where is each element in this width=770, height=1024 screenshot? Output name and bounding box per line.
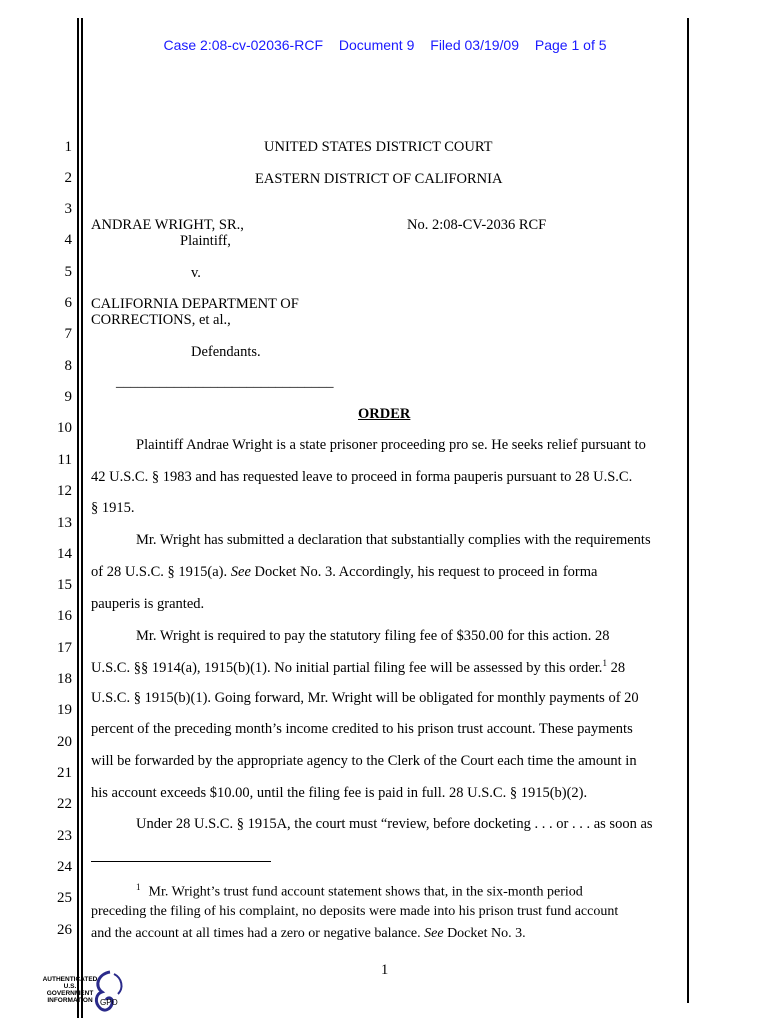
line-number: 6	[64, 295, 72, 311]
plaintiff-name: ANDRAE WRIGHT, SR.,	[91, 217, 244, 233]
footnote-line	[91, 926, 526, 942]
citation-signal: See	[230, 564, 251, 580]
body-text: 28	[606, 659, 626, 676]
body-line: Under 28 U.S.C. § 1915A, the court must “review, before docketing . . . or . . . as soon as	[136, 816, 653, 832]
gpo-authentication-seal	[40, 968, 130, 1014]
line-number: 25	[57, 890, 72, 906]
document-number: Document 9	[338, 37, 415, 53]
defendant-name-line2: CORRECTIONS, et al.,	[91, 312, 231, 328]
body-text: U.S.C. §§ 1914(a), 1915(b)(1). No initial partial filing fee will be assessed by this order.	[91, 659, 603, 676]
footnote-text: Docket No. 3.	[443, 926, 526, 941]
body-line: his account exceeds $10.00, until the filing fee is paid in full. 28 U.S.C. § 1915(b)(2).	[91, 785, 588, 801]
line-number: 10	[57, 420, 72, 436]
versus: v.	[191, 265, 201, 281]
body-line	[91, 658, 625, 677]
case-docket-number: No. 2:08-CV-2036 RCF	[407, 217, 547, 233]
page-count: Page 1 of 5	[534, 37, 607, 53]
body-line: 42 U.S.C. § 1983 and has requested leave to proceed in forma pauperis pursuant to 28 U.S.C.	[91, 469, 633, 485]
line-number: 16	[57, 608, 72, 624]
line-number: 2	[64, 170, 72, 186]
line-number: 12	[57, 483, 72, 499]
line-number: 13	[57, 515, 72, 531]
footnote-line	[91, 882, 583, 901]
body-text: of 28 U.S.C. § 1915(a).	[91, 564, 231, 580]
plaintiff-role: Plaintiff,	[180, 233, 231, 249]
line-number: 20	[57, 734, 72, 750]
body-line: pauperis is granted.	[91, 596, 205, 612]
body-line	[91, 564, 597, 581]
line-number: 22	[57, 796, 72, 812]
right-margin-rule	[687, 18, 689, 1003]
body-text: Docket No. 3. Accordingly, his request to proceed in forma	[250, 564, 598, 580]
left-margin-rule-inner	[81, 18, 83, 1018]
citation-signal: See	[424, 926, 444, 941]
body-line: Mr. Wright is required to pay the statutory filing fee of $350.00 for this action. 28	[136, 628, 610, 644]
body-line: U.S.C. § 1915(b)(1). Going forward, Mr. Wright will be obligated for monthly payments of 20	[91, 690, 639, 706]
line-number: 23	[57, 828, 72, 844]
line-number: 17	[57, 640, 72, 656]
line-number: 26	[57, 922, 72, 938]
seal-text-line: INFORMATION	[47, 997, 93, 1004]
body-line: percent of the preceding month’s income credited to his prison trust account. These payments	[91, 721, 633, 737]
footnote-text: Mr. Wright’s trust fund account statement shows that, in the six-month period	[148, 884, 583, 900]
footnote-reference: 1	[602, 658, 607, 668]
line-number: 18	[57, 671, 72, 687]
line-number: 15	[57, 577, 72, 593]
line-number: 3	[64, 201, 72, 217]
defendant-role: Defendants.	[191, 344, 261, 360]
order-title: ORDER	[358, 406, 411, 422]
seal-text-line: AUTHENTICATED	[42, 976, 98, 983]
line-number: 21	[57, 765, 72, 781]
footnote-separator	[91, 861, 271, 862]
defendant-name-line1: CALIFORNIA DEPARTMENT OF	[91, 296, 299, 312]
line-number: 7	[64, 326, 72, 342]
left-margin-rule-outer	[77, 18, 79, 1018]
line-number: 4	[64, 232, 72, 248]
line-number: 8	[64, 358, 72, 374]
body-line: § 1915.	[91, 500, 135, 516]
line-number: 9	[64, 389, 72, 405]
seal-text	[40, 976, 100, 1004]
page-number: 1	[381, 962, 389, 978]
footnote-mark: 1	[136, 882, 141, 892]
line-number: 11	[57, 452, 72, 468]
line-number: 19	[57, 702, 72, 718]
court-name: UNITED STATES DISTRICT COURT	[264, 139, 493, 155]
case-header	[0, 37, 770, 53]
body-line: Plaintiff Andrae Wright is a state prisoner proceeding pro se. He seeks relief pursuant to	[136, 437, 646, 453]
case-number: Case 2:08-cv-02036-RCF	[163, 37, 323, 53]
gpo-label: GPO	[100, 998, 118, 1007]
body-line: Mr. Wright has submitted a declaration that substantially complies with the requirements	[136, 532, 651, 548]
line-number: 14	[57, 546, 72, 562]
filed-date: Filed 03/19/09	[430, 37, 519, 53]
court-district: EASTERN DISTRICT OF CALIFORNIA	[255, 171, 503, 187]
line-number: 5	[64, 264, 72, 280]
footnote-line: preceding the filing of his complaint, no deposits were made into his prison trust fund account	[91, 904, 619, 919]
seal-text-line: U.S. GOVERNMENT	[46, 983, 94, 997]
footnote-text: and the account at all times had a zero or negative balance.	[91, 926, 425, 941]
line-number: 1	[64, 139, 72, 155]
body-line: will be forwarded by the appropriate agency to the Clerk of the Court each time the amount in	[91, 753, 637, 769]
caption-rule: ______________________________	[116, 374, 334, 390]
line-number: 24	[57, 859, 72, 875]
